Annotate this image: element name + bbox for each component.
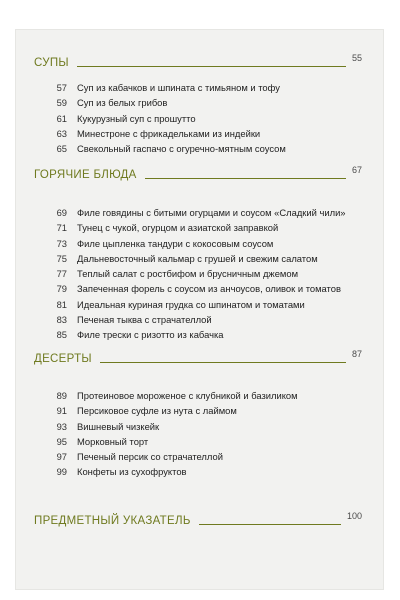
entry-title: Кукурузный суп с прошутто	[77, 112, 196, 124]
entry-title: Суп из белых грибов	[77, 97, 168, 109]
toc-entry	[15, 314, 384, 329]
toc-entry	[15, 390, 384, 405]
entry-page-number: 97	[56, 451, 67, 463]
entry-page-number: 85	[56, 329, 67, 341]
section-page-number: 55	[351, 53, 362, 63]
entry-page-number: 73	[56, 237, 67, 249]
entry-page-number: 99	[56, 466, 67, 478]
section-divider	[199, 524, 341, 525]
toc-entry	[15, 143, 384, 158]
entry-title: Протеиновое мороженое с клубникой и базиликом	[77, 390, 298, 401]
section-header-desserts	[34, 347, 362, 365]
toc-entry	[15, 268, 384, 283]
toc-entry	[15, 113, 384, 128]
entry-page-number: 95	[56, 435, 67, 447]
entry-title: Филе трески с ризотто из кабачка	[77, 329, 224, 341]
entry-page-number: 75	[56, 252, 67, 264]
entry-page-number: 63	[56, 127, 67, 139]
section-page-number: 87	[351, 349, 362, 359]
section-header-main-dishes	[34, 163, 362, 181]
toc-entry	[15, 405, 384, 420]
entry-title: Свекольный гаспачо с огуречно-мятным соусом	[77, 143, 286, 155]
entry-page-number: 89	[56, 390, 67, 401]
toc-entry	[15, 207, 384, 222]
entry-title: Печеный персик со страчателлой	[77, 451, 223, 463]
toc-entry	[15, 436, 384, 451]
entry-page-number: 61	[56, 112, 67, 124]
entry-title: Идеальная куриная грудка со шпинатом и томатами	[77, 298, 305, 310]
section-header-soups	[34, 51, 362, 69]
entry-title: Дальневосточный кальмар с грушей и свежим салатом	[77, 252, 318, 264]
entry-page-number: 69	[56, 207, 67, 218]
toc-entry	[15, 82, 384, 97]
entry-page-number: 93	[56, 420, 67, 432]
toc-entry	[15, 466, 384, 481]
toc-entry	[15, 128, 384, 143]
toc-entry	[15, 329, 384, 344]
entry-title: Конфеты из сухофруктов	[77, 466, 187, 478]
section-entries-soups	[15, 82, 384, 158]
section-title: ПРЕДМЕТНЫЙ УКАЗАТЕЛЬ	[34, 515, 191, 527]
toc-entry	[15, 238, 384, 253]
toc-entry	[15, 451, 384, 466]
section-divider	[77, 66, 346, 67]
entry-title: Запеченная форель с соусом из анчоусов, оливок и томатов	[77, 283, 341, 295]
entry-page-number: 91	[56, 405, 67, 417]
section-page-number: 67	[351, 165, 362, 175]
section-page-number: 100	[346, 511, 362, 521]
section-entries-desserts	[15, 390, 384, 482]
entry-page-number: 81	[56, 298, 67, 310]
entry-title: Печеная тыква с страчателлой	[77, 314, 212, 326]
entry-page-number: 59	[56, 97, 67, 109]
toc-entry	[15, 222, 384, 237]
section-title: СУПЫ	[34, 57, 69, 69]
entry-page-number: 71	[56, 222, 67, 234]
section-entries-main-dishes	[15, 207, 384, 345]
section-header-index	[34, 509, 362, 527]
entry-title: Филе говядины с битыми огурцами и соусом «Сладкий чили»	[77, 207, 346, 218]
entry-title: Суп из кабачков и шпината с тимьяном и тофу	[77, 82, 280, 93]
book-page	[15, 29, 384, 590]
section-divider	[145, 178, 346, 179]
toc-entry	[15, 253, 384, 268]
section-title: ГОРЯЧИЕ БЛЮДА	[34, 169, 137, 181]
toc-entry	[15, 283, 384, 298]
entry-title: Филе цыпленка тандури с кокосовым соусом	[77, 237, 274, 249]
entry-title: Морковный торт	[77, 435, 149, 447]
toc-entry	[15, 299, 384, 314]
entry-page-number: 57	[56, 82, 67, 93]
entry-page-number: 79	[56, 283, 67, 295]
entry-title: Персиковое суфле из нута с лаймом	[77, 405, 237, 417]
entry-page-number: 65	[56, 143, 67, 155]
entry-title: Минестроне с фрикадельками из индейки	[77, 127, 261, 139]
toc-entry	[15, 97, 384, 112]
entry-page-number: 83	[56, 314, 67, 326]
toc-entry	[15, 421, 384, 436]
entry-page-number: 77	[56, 268, 67, 280]
entry-title: Вишневый чизкейк	[77, 420, 160, 432]
entry-title: Теплый салат с ростбифом и брусничным джемом	[77, 268, 299, 280]
section-divider	[100, 362, 346, 363]
entry-title: Тунец с чукой, огурцом и азиатской заправкой	[77, 222, 279, 234]
section-title: ДЕСЕРТЫ	[34, 353, 92, 365]
